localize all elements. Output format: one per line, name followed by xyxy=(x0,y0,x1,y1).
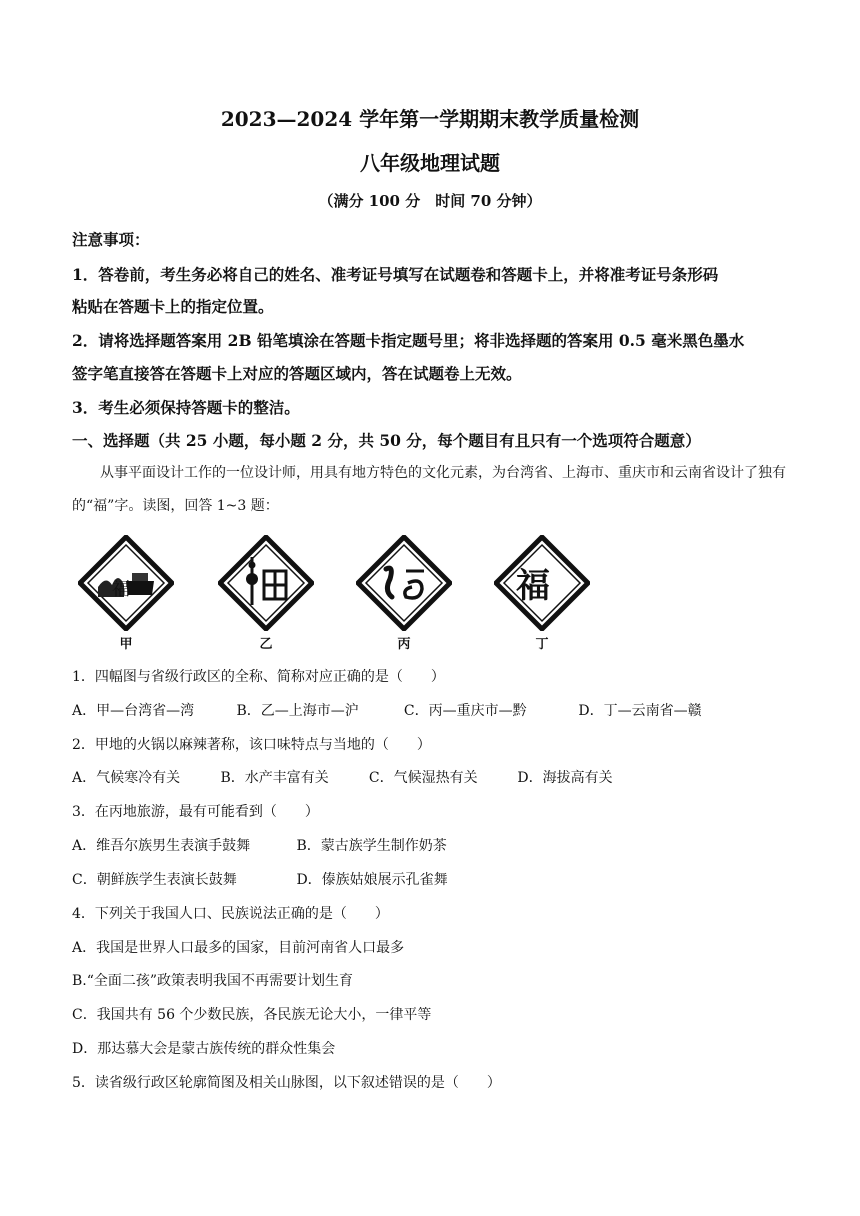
svg-text:福: 福 xyxy=(112,579,130,600)
notice-item-3: 3．考生必须保持答题卡的整洁。 xyxy=(72,398,300,417)
figure-label-yi: 乙 xyxy=(259,637,273,652)
notice-item-2-line-1: 2．请将选择题答案用 2B 铅笔填涂在答题卡指定题号里；将非选择题的答案用 0.5 毫米黑色墨水 xyxy=(72,331,745,350)
question-5: 5．读省级行政区轮廓简图及相关山脉图，以下叙述错误的是（ ） xyxy=(72,1075,501,1091)
fu-character-figures xyxy=(78,535,598,655)
question-1-option-b[interactable]: B．乙—上海市—沪 xyxy=(236,703,359,719)
question-3-option-c[interactable]: C．朝鲜族学生表演长鼓舞 xyxy=(72,872,237,888)
question-1: 1．四幅图与省级行政区的全称、简称对应正确的是（ ） xyxy=(72,669,445,685)
question-3-options-row-2 xyxy=(72,869,448,889)
question-2-option-c[interactable]: C．气候湿热有关 xyxy=(368,770,478,786)
figure-label-bing: 丙 xyxy=(397,637,411,652)
question-2-option-b[interactable]: B．水产丰富有关 xyxy=(220,770,329,786)
figure-jia xyxy=(78,535,174,655)
question-3-option-b[interactable]: B．蒙古族学生制作奶茶 xyxy=(296,838,447,854)
question-4-option-b[interactable]: B.“全面二孩”政策表明我国不再需要计划生育 xyxy=(72,973,354,989)
question-4-option-c[interactable]: C．我国共有 56 个少数民族，各民族无论大小，一律平等 xyxy=(72,1007,432,1023)
question-4-option-d[interactable]: D．那达慕大会是蒙古族传统的群众性集会 xyxy=(72,1041,336,1057)
question-2-option-a[interactable]: A．气候寒冷有关 xyxy=(72,770,181,786)
notice-item-2-line-2: 签字笔直接答在答题卡上对应的答题区域内，答在试题卷上无效。 xyxy=(72,364,522,383)
figure-label-jia: 甲 xyxy=(119,637,133,652)
figure-yi xyxy=(218,535,314,655)
notice-heading: 注意事项： xyxy=(72,230,150,249)
fu-diamond-icon xyxy=(494,535,590,631)
exam-score-time: （满分 100 分 时间 70 分钟） xyxy=(318,192,542,210)
question-4: 4．下列关于我国人口、民族说法正确的是（ ） xyxy=(72,906,389,922)
figure-bing xyxy=(356,535,452,655)
question-2-option-d[interactable]: D．海拔高有关 xyxy=(517,770,613,786)
fu-diamond-icon xyxy=(356,535,452,631)
svg-text:福: 福 xyxy=(516,566,550,606)
notice-item-1-line-2: 粘贴在答题卡上的指定位置。 xyxy=(72,297,274,316)
fu-diamond-icon xyxy=(78,535,174,631)
exam-title: 2023—2024 学年第一学期期末教学质量检测 xyxy=(220,107,640,131)
question-1-option-a[interactable]: A．甲—台湾省—湾 xyxy=(72,703,195,719)
figure-ding xyxy=(494,535,590,655)
fu-diamond-icon xyxy=(218,535,314,631)
notice-item-1-line-1: 1．答卷前，考生务必将自己的姓名、准考证号填写在试题卷和答题卡上，并将准考证号条形码 xyxy=(72,265,719,284)
question-4-option-a[interactable]: A．我国是世界人口最多的国家，目前河南省人口最多 xyxy=(72,940,405,956)
question-1-option-d[interactable]: D．丁—云南省—赣 xyxy=(578,703,702,719)
question-1-options xyxy=(72,700,702,720)
question-3-option-d[interactable]: D．傣族姑娘展示孔雀舞 xyxy=(296,872,448,888)
section-1-intro: 从事平面设计工作的一位设计师，用具有地方特色的文化元素，为台湾省、上海市、重庆市和云南省设计了独有的“福”字。读图，回答 1~3 题： xyxy=(72,465,786,514)
question-1-option-c[interactable]: C．丙—重庆市—黔 xyxy=(403,703,527,719)
exam-subtitle: 八年级地理试题 xyxy=(360,151,500,175)
question-3-option-a[interactable]: A．维吾尔族男生表演手鼓舞 xyxy=(72,838,251,854)
question-3: 3．在丙地旅游，最有可能看到（ ） xyxy=(72,804,319,820)
figure-label-ding: 丁 xyxy=(535,637,549,652)
question-2-options xyxy=(72,767,613,787)
section-1-heading: 一、选择题（共 25 小题，每小题 2 分，共 50 分，每个题目有且只有一个选项符合题意） xyxy=(72,431,701,450)
question-2: 2．甲地的火锅以麻辣著称，该口味特点与当地的（ ） xyxy=(72,737,431,753)
question-3-options-row-1 xyxy=(72,835,447,855)
